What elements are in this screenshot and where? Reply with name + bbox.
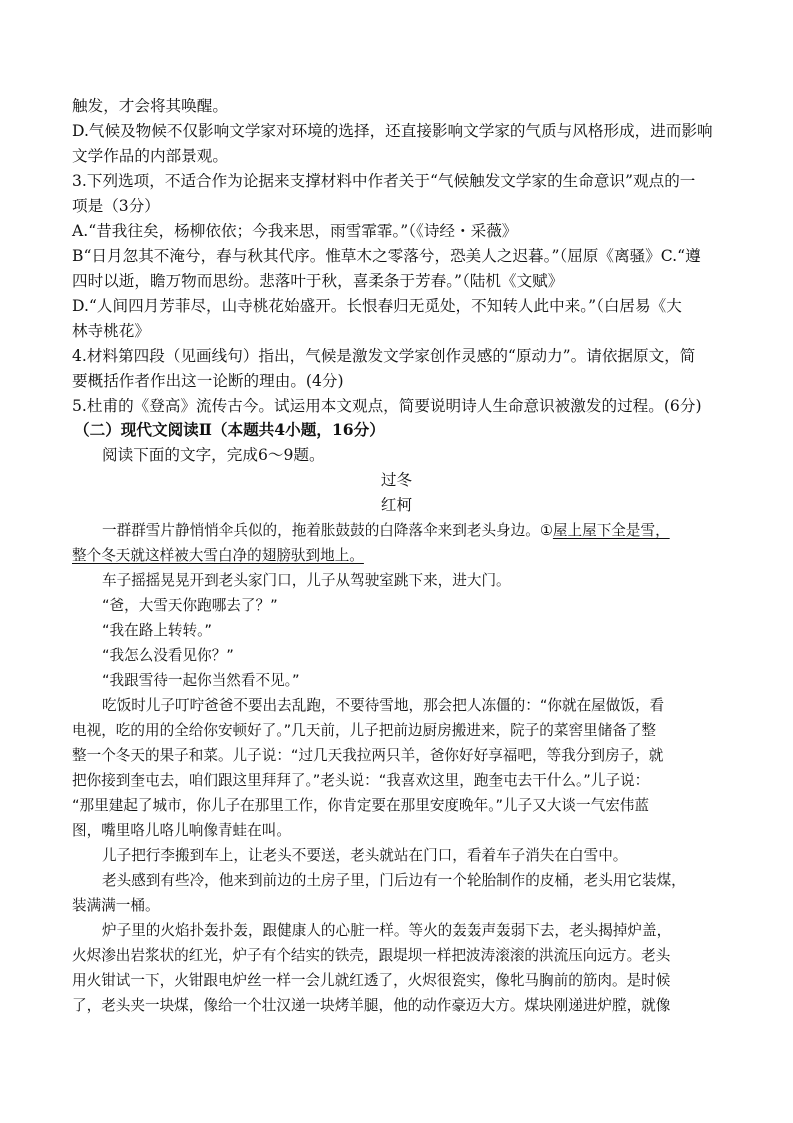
story-paragraph-cont: 整一个冬天的果子和菜。儿子说：“过几天我拉两只羊，爸你好好享福吧，等我分到房子，就 bbox=[72, 747, 664, 764]
question-3-stem: 3.下列选项，不适合作为论据来支撑材料中作者关于“气候触发文学家的生命意识”观点的一 bbox=[72, 172, 696, 190]
story-paragraph-cont: 把你接到奎屯去，咱们跟这里拜拜了。”老头说：“我喜欢这里，跑奎屯去干什么。”儿子说： bbox=[72, 772, 650, 789]
text-line: 文学作品的内部景观。 bbox=[72, 147, 228, 165]
option-d: D.“人间四月芳菲尽，山寺桃花始盛开。长恨春归无觅处，不知转人此中来。”（白居易《大 bbox=[72, 297, 682, 315]
story-paragraph: 老头感到有些冷，他来到前边的土房子里，门后边有一个轮胎制作的皮桶，老头用它装煤， bbox=[102, 872, 686, 889]
text-line: 触发，才会将其唤醒。 bbox=[72, 97, 228, 115]
story-paragraph: 炉子里的火焰扑轰扑轰，跟健康人的心脏一样。等火的轰轰声轰弱下去，老头揭掉炉盖， bbox=[102, 922, 672, 939]
question-4-stem: 4.材料第四段（见画线句）指出，气候是激发文学家创作灵感的“原动力”。请依据原文，简 bbox=[72, 347, 696, 365]
story-paragraph-cont: 电视，吃的用的全给你安顿好了。”几天前，儿子把前边厨房搬进来，院子的菜窖里储备了整 bbox=[72, 722, 657, 739]
story-paragraph: 吃饭时儿子叮咛爸爸不要出去乱跑，不要待雪地，那会把人冻僵的：“你就在屋做饭，看 bbox=[102, 697, 665, 714]
story-paragraph: 车子摇摇晃晃开到老头家门口，儿子从驾驶室跳下来，进大门。 bbox=[102, 572, 511, 589]
question-4-stem-cont: 要概括作者作出这一论断的理由。(4分) bbox=[72, 372, 344, 390]
question-3-stem-cont: 项是（3分） bbox=[72, 197, 160, 215]
dialogue-line: “我跟雪待一起你当然看不见。” bbox=[102, 672, 300, 689]
dialogue-line: “爸，大雪天你跑哪去了？” bbox=[102, 597, 278, 614]
option-a: A.“昔我往矣，杨柳依依；今我来思，雨雪霏霏。”（《诗经・采薇》 bbox=[72, 222, 518, 240]
option-b: B“日月忽其不淹兮，春与秋其代序。惟草木之零落兮，恐美人之迟暮。”（屈原《离骚》C.“遵 bbox=[72, 247, 701, 265]
story-paragraph-cont: “那里建起了城市，你儿子在那里工作，你肯定要在那里安度晚年。”儿子又大谈一气宏伟蓝 bbox=[72, 797, 649, 814]
underlined-sentence-cont: 整个冬天就这样被大雪白净的翅膀驮到地上。 bbox=[72, 547, 364, 564]
option-d-line: D.气候及物候不仅影响文学家对环境的选择，还直接影响文学家的气质与风格形成，进而影响 bbox=[72, 122, 713, 140]
story-paragraph-cont: 了，老头夹一块煤，像给一个壮汉递一块烤羊腿，他的动作豪迈大方。煤块刚递进炉膛，就像 bbox=[72, 997, 671, 1014]
story-paragraph-cont: 装满满一桶。 bbox=[72, 897, 160, 914]
paragraph-text: 一群群雪片静悄悄伞兵似的，拖着胀鼓鼓的白降落伞来到老头身边。① bbox=[102, 522, 553, 539]
section-instruction: 阅读下面的文字，完成6～9题。 bbox=[102, 446, 325, 464]
story-title: 过冬 bbox=[380, 471, 413, 489]
underlined-sentence: 屋上屋下全是雪， bbox=[552, 522, 670, 539]
story-paragraph-cont: 图，嘴里咯儿咯儿响像青蛙在叫。 bbox=[72, 822, 291, 839]
story-author: 红柯 bbox=[380, 496, 413, 514]
dialogue-line: “我在路上转转。” bbox=[102, 622, 212, 639]
story-paragraph bbox=[102, 519, 670, 543]
story-paragraph-cont: 用火钳试一下，火钳跟电炉丝一样一会儿就红透了，火烬很瓷实，像牝马胸前的筋肉。是时候 bbox=[72, 972, 671, 989]
story-paragraph-cont: 火烬渗出岩浆状的红光，炉子有个结实的铁壳，跟堤坝一样把波涛滚滚的洪流压向远方。老头 bbox=[72, 947, 671, 964]
option-c: 四时以逝，瞻万物而思纷。悲落叶于秋，喜柔条于芳春。”（陆机《文赋》 bbox=[72, 272, 564, 290]
question-5-stem: 5.杜甫的《登高》流传古今。试运用本文观点，简要说明诗人生命意识被激发的过程。(6分) bbox=[72, 397, 702, 415]
story-paragraph: 儿子把行李搬到车上，让老头不要送，老头就站在门口，看着车子消失在白雪中。 bbox=[102, 847, 628, 864]
section-heading: （二）现代文阅读Ⅱ（本题共4小题，16分） bbox=[74, 420, 385, 439]
option-d-cont: 林寺桃花》 bbox=[72, 322, 150, 340]
dialogue-line: “我怎么没看见你？” bbox=[102, 647, 234, 664]
